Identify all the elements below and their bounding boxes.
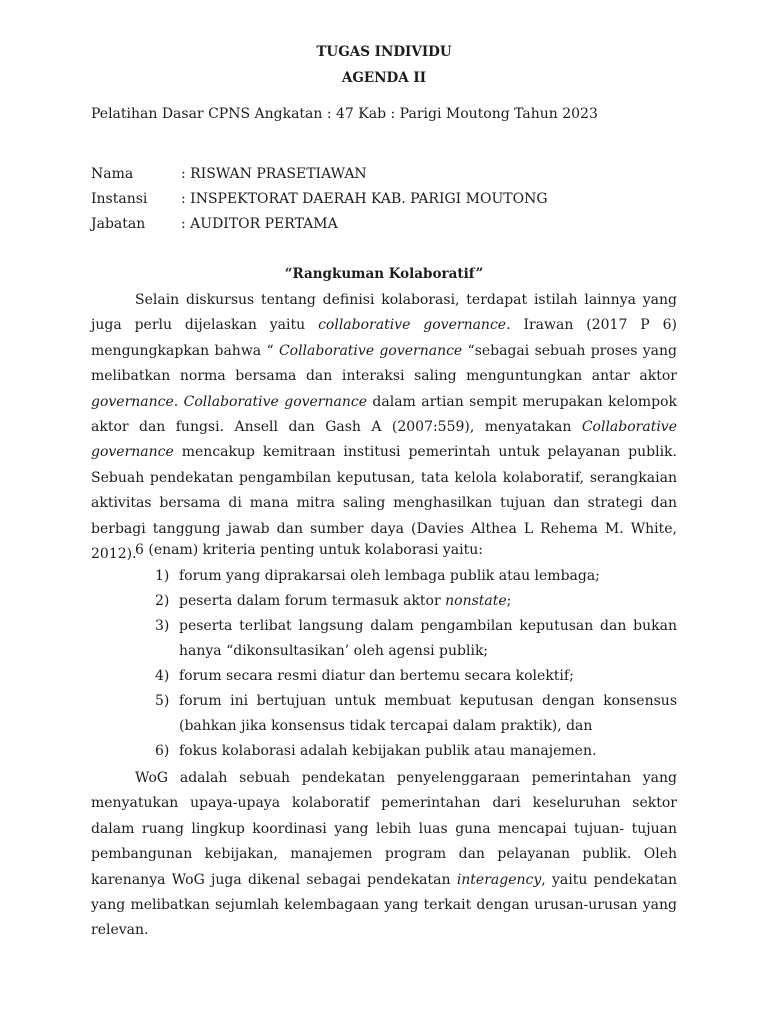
text-run: forum ini bertujuan untuk membuat keputusan dengan konsensus (bahkan jika konsensus tidak tercapai dalam praktik), dan (179, 693, 677, 734)
identity-nama (91, 166, 367, 182)
identity-instansi (91, 191, 548, 207)
nama-value: : RISWAN PRASETIAWAN (181, 166, 367, 182)
text-run: peserta dalam forum termasuk aktor (179, 593, 446, 609)
italic-term: nonstate (445, 593, 507, 609)
italic-term: Collaborative governance (183, 393, 368, 410)
training-info: Pelatihan Dasar CPNS Angkatan : 47 Kab : Parigi Moutong Tahun 2023 (91, 106, 598, 122)
criteria-list (135, 564, 677, 764)
criteria-item (135, 664, 677, 689)
text-run: , yaitu pendekatan yang melibatkan sejumlah kelembagaan yang terkait dengan urusan-urusan yang relevan. (91, 871, 678, 939)
criteria-item (135, 739, 677, 764)
text-run: dalam artian sempit merupakan kelompok aktor dan fungsi. Ansell dan Gash A (2007:559), menyatakan (91, 393, 677, 436)
italic-term: governance (91, 393, 174, 410)
agenda-title: AGENDA II (341, 70, 427, 86)
text-run: mencakup kemitraan institusi pemerintah untuk pelayanan publik. Sebuah pendekatan pengambilan keputusan, tata kelola kolaboratif, serangkaian aktivitas bersama di mana mitra saling menghasilkan tujuan dan strategi dan berbagi tanggung jawab dan sumber daya (Davies Althea L Rehema M. White, 2012). (91, 444, 677, 563)
text-run: fokus kolaborasi adalah kebijakan publik atau manajemen. (179, 743, 597, 759)
criteria-item (135, 589, 677, 614)
criteria-number: 2) (155, 593, 170, 609)
instansi-label: Instansi (91, 191, 148, 207)
text-run: . (173, 393, 184, 410)
criteria-item (135, 689, 677, 739)
jabatan-value: : AUDITOR PERTAMA (181, 216, 338, 232)
text-run: peserta terlibat langsung dalam pengambilan keputusan dan bukan hanya “dikonsultasikan’ oleh agensi publik; (179, 618, 677, 659)
instansi-value: : INSPEKTORAT DAERAH KAB. PARIGI MOUTONG (181, 191, 548, 207)
paragraph-collaborative-governance (91, 288, 677, 567)
criteria-number: 4) (155, 668, 170, 684)
criteria-item (135, 564, 677, 589)
paragraph-wog (91, 766, 677, 944)
document-title: TUGAS INDIVIDU (316, 44, 452, 60)
text-run: ; (506, 593, 512, 609)
text-run: forum secara resmi diatur dan bertemu secara kolektif; (179, 668, 574, 684)
italic-term: collaborative governance (318, 317, 507, 334)
section-title: “Rangkuman Kolaboratif” (284, 266, 484, 282)
identity-jabatan (91, 216, 338, 232)
criteria-number: 1) (155, 568, 170, 584)
criteria-item (135, 614, 677, 664)
criteria-number: 6) (155, 743, 170, 759)
text-run: “sebagai sebuah proses yang melibatkan norma bersama dan interaksi saling menguntungkan antar aktor (91, 342, 677, 385)
text-run: WoG adalah sebuah pendekatan penyelenggaraan pemerintahan yang menyatukan upaya-upaya kolaboratif pemerintahan dari keseluruhan sektor dalam ruang lingkup koordinasi yang lebih luas guna mencapai tujuan- tujuan pembangunan kebijakan, manajemen program dan pelayanan publik. Oleh karenanya WoG juga dikenal sebagai pendekatan (91, 770, 677, 888)
criteria-number: 5) (155, 693, 170, 709)
italic-term: Collaborative governance (91, 419, 677, 461)
nama-label: Nama (91, 166, 134, 182)
italic-term: Collaborative governance (278, 342, 463, 359)
text-run: forum yang diprakarsai oleh lembaga publik atau lembaga; (179, 568, 600, 584)
jabatan-label: Jabatan (91, 216, 146, 232)
italic-term: interagency (456, 871, 542, 888)
text-run: . Irawan (2017 P 6) mengungkapkan bahwa “ (91, 317, 677, 359)
criteria-intro: 6 (enam) kriteria penting untuk kolaborasi yaitu: (135, 542, 483, 558)
text-run: Selain diskursus tentang definisi kolaborasi, terdapat istilah lainnya yang juga perlu dijelaskan yaitu (91, 292, 677, 334)
criteria-number: 3) (155, 618, 170, 634)
